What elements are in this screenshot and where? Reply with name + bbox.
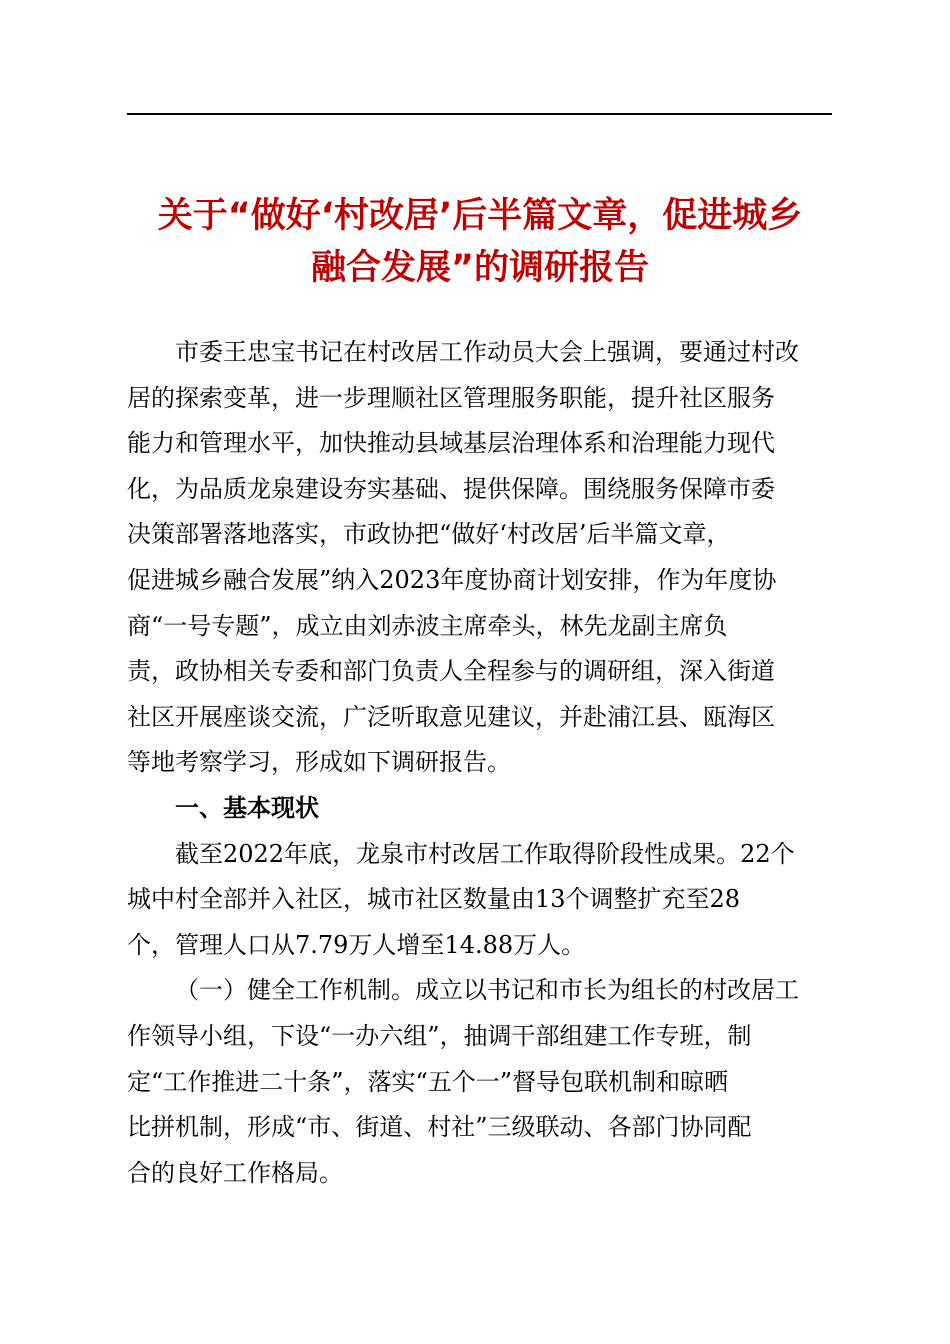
mechanism-line: （一）健全工作机制。成立以书记和市长为组长的村改居工 xyxy=(175,976,799,1005)
status-paragraph xyxy=(127,832,832,969)
mechanism-line: 作领导小组，下设“一办六组”，抽调干部组建工作专班，制 xyxy=(127,1021,752,1050)
intro-line: 社区开展座谈交流，广泛听取意见建议，并赴浦江县、瓯海区 xyxy=(127,702,775,731)
intro-line: 商“一号专题”，成立由刘赤波主席牵头，林先龙副主席负 xyxy=(127,611,728,640)
intro-paragraph xyxy=(127,330,832,786)
title-line-1: 关于“做好‘村改居’后半篇文章，促进城乡 xyxy=(157,196,803,236)
intro-line: 居的探索变革，进一步理顺社区管理服务职能，提升社区服务 xyxy=(127,383,775,412)
intro-line: 责，政协相关专委和部门负责人全程参与的调研组，深入街道 xyxy=(127,657,775,686)
status-line: 个，管理人口从7.79万人增至14.88万人。 xyxy=(127,930,586,959)
intro-line: 市委王忠宝书记在村改居工作动员大会上强调，要通过村改 xyxy=(175,338,799,366)
intro-line: 决策部署落地落实，市政协把“做好‘村改居’后半篇文章， xyxy=(127,520,731,549)
title-line-2: 融合发展”的调研报告 xyxy=(310,248,649,288)
intro-line: 能力和管理水平，加快推动县域基层治理体系和治理能力现代 xyxy=(127,429,775,458)
status-line: 城中村全部并入社区，城市社区数量由13个调整扩充至28 xyxy=(127,885,741,914)
mechanism-line: 定“工作推进二十条”，落实“五个一”督导包联机制和晾晒 xyxy=(127,1067,729,1096)
document-body xyxy=(127,330,832,1196)
mechanism-paragraph xyxy=(127,968,832,1196)
status-line: 截至2022年底，龙泉市村改居工作取得阶段性成果。22个 xyxy=(175,839,795,868)
intro-line: 化，为品质龙泉建设夯实基础、提供保障。围绕服务保障市委 xyxy=(127,474,775,503)
document-title xyxy=(120,190,840,294)
section-heading-basic-status: 一、基本现状 xyxy=(175,793,319,822)
header-rule xyxy=(127,113,832,115)
mechanism-line: 比拼机制，形成“市、街道、村社”三级联动、各部门协同配 xyxy=(127,1113,752,1142)
mechanism-line: 合的良好工作格局。 xyxy=(127,1158,343,1187)
intro-line: 促进城乡融合发展”纳入2023年度协商计划安排，作为年度协 xyxy=(127,565,777,594)
intro-line: 等地考察学习，形成如下调研报告。 xyxy=(127,748,511,777)
